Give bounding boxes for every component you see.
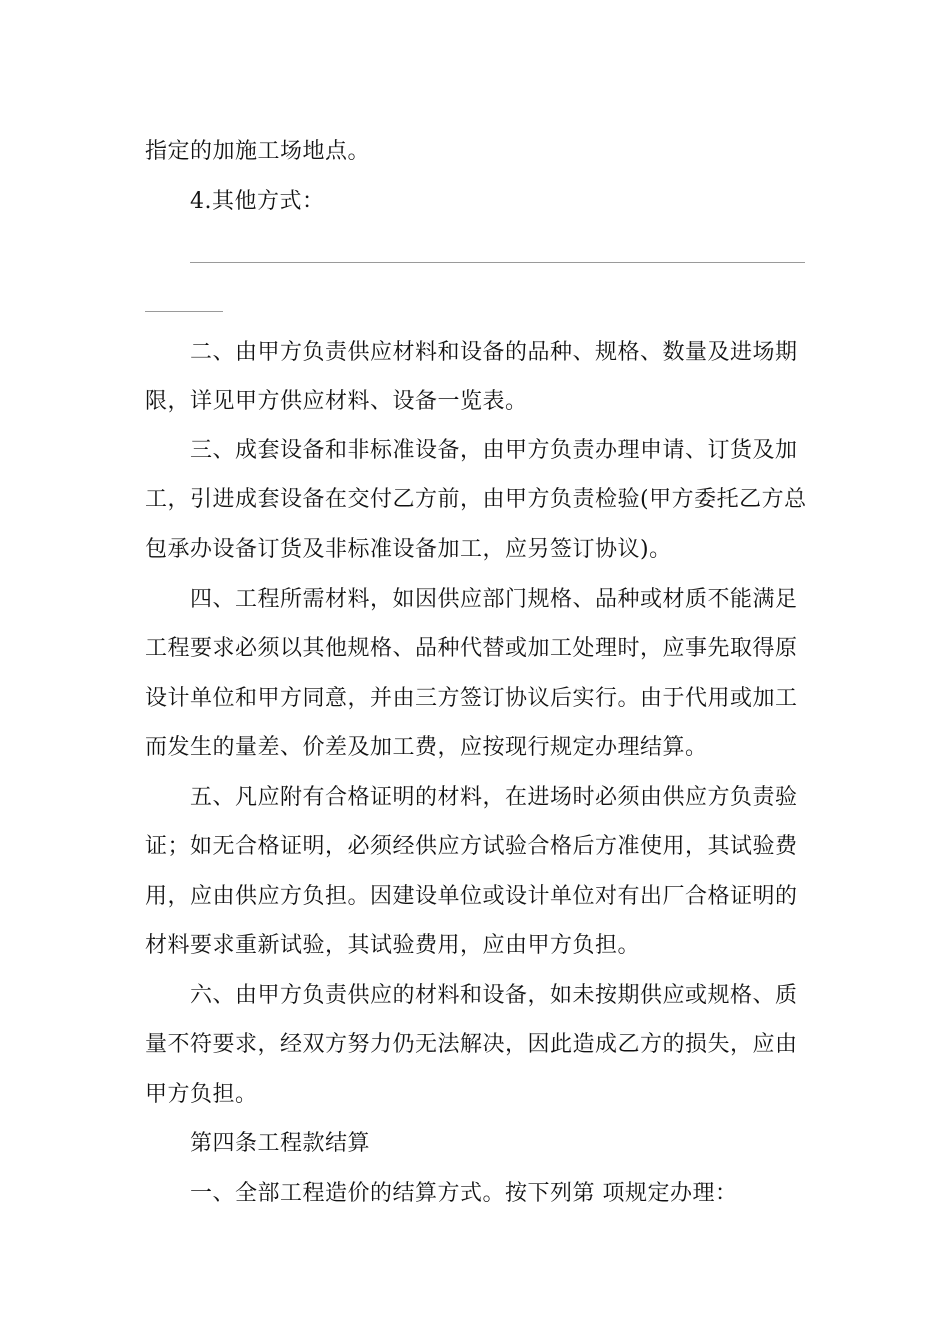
fill-in-blank-line <box>190 262 805 263</box>
paragraph-six-line: 量不符要求，经双方努力仍无法解决，因此造成乙方的损失，应由 <box>145 1032 798 1057</box>
paragraph-two-line: 二、由甲方负责供应材料和设备的品种、规格、数量及进场期 <box>190 340 798 365</box>
paragraph-two-line: 限，详见甲方供应材料、设备一览表。 <box>145 389 528 414</box>
paragraph-five-line: 证；如无合格证明，必须经供应方试验合格后方准使用，其试验费 <box>145 834 798 859</box>
paragraph-five-line: 材料要求重新试验，其试验费用，应由甲方负担。 <box>145 933 641 958</box>
paragraph-four-line: 设计单位和甲方同意，并由三方签订协议后实行。由于代用或加工 <box>145 686 798 711</box>
paragraph-three-line: 包承办设备订货及非标准设备加工，应另签订协议)。 <box>145 537 672 562</box>
paragraph-five-line: 五、凡应附有合格证明的材料，在进场时必须由供应方负责验 <box>190 785 798 810</box>
paragraph-three-line: 工，引进成套设备在交付乙方前，由甲方负责检验(甲方委托乙方总 <box>145 487 807 512</box>
paragraph-settlement-line: 一、全部工程造价的结算方式。按下列第 项规定办理： <box>190 1181 738 1206</box>
list-item-4-other-method: 4.其他方式： <box>190 189 325 214</box>
paragraph-six-line: 六、由甲方负责供应的材料和设备，如未按期供应或规格、质 <box>190 983 798 1008</box>
paragraph-five-line: 用，应由供应方负担。因建设单位或设计单位对有出厂合格证明的 <box>145 884 798 909</box>
paragraph-four-line: 而发生的量差、价差及加工费，应按现行规定办理结算。 <box>145 735 708 760</box>
paragraph-four-line: 工程要求必须以其他规格、品种代替或加工处理时，应事先取得原 <box>145 636 798 661</box>
text-line: 指定的加施工场地点。 <box>145 139 371 164</box>
paragraph-three-line: 三、成套设备和非标准设备，由甲方负责办理申请、订货及加 <box>190 438 798 463</box>
paragraph-six-line: 甲方负担。 <box>145 1082 258 1107</box>
paragraph-four-line: 四、工程所需材料，如因供应部门规格、品种或材质不能满足 <box>190 587 798 612</box>
fill-in-blank-line-continuation <box>145 311 223 312</box>
section-heading-article-four: 第四条工程款结算 <box>190 1131 371 1156</box>
